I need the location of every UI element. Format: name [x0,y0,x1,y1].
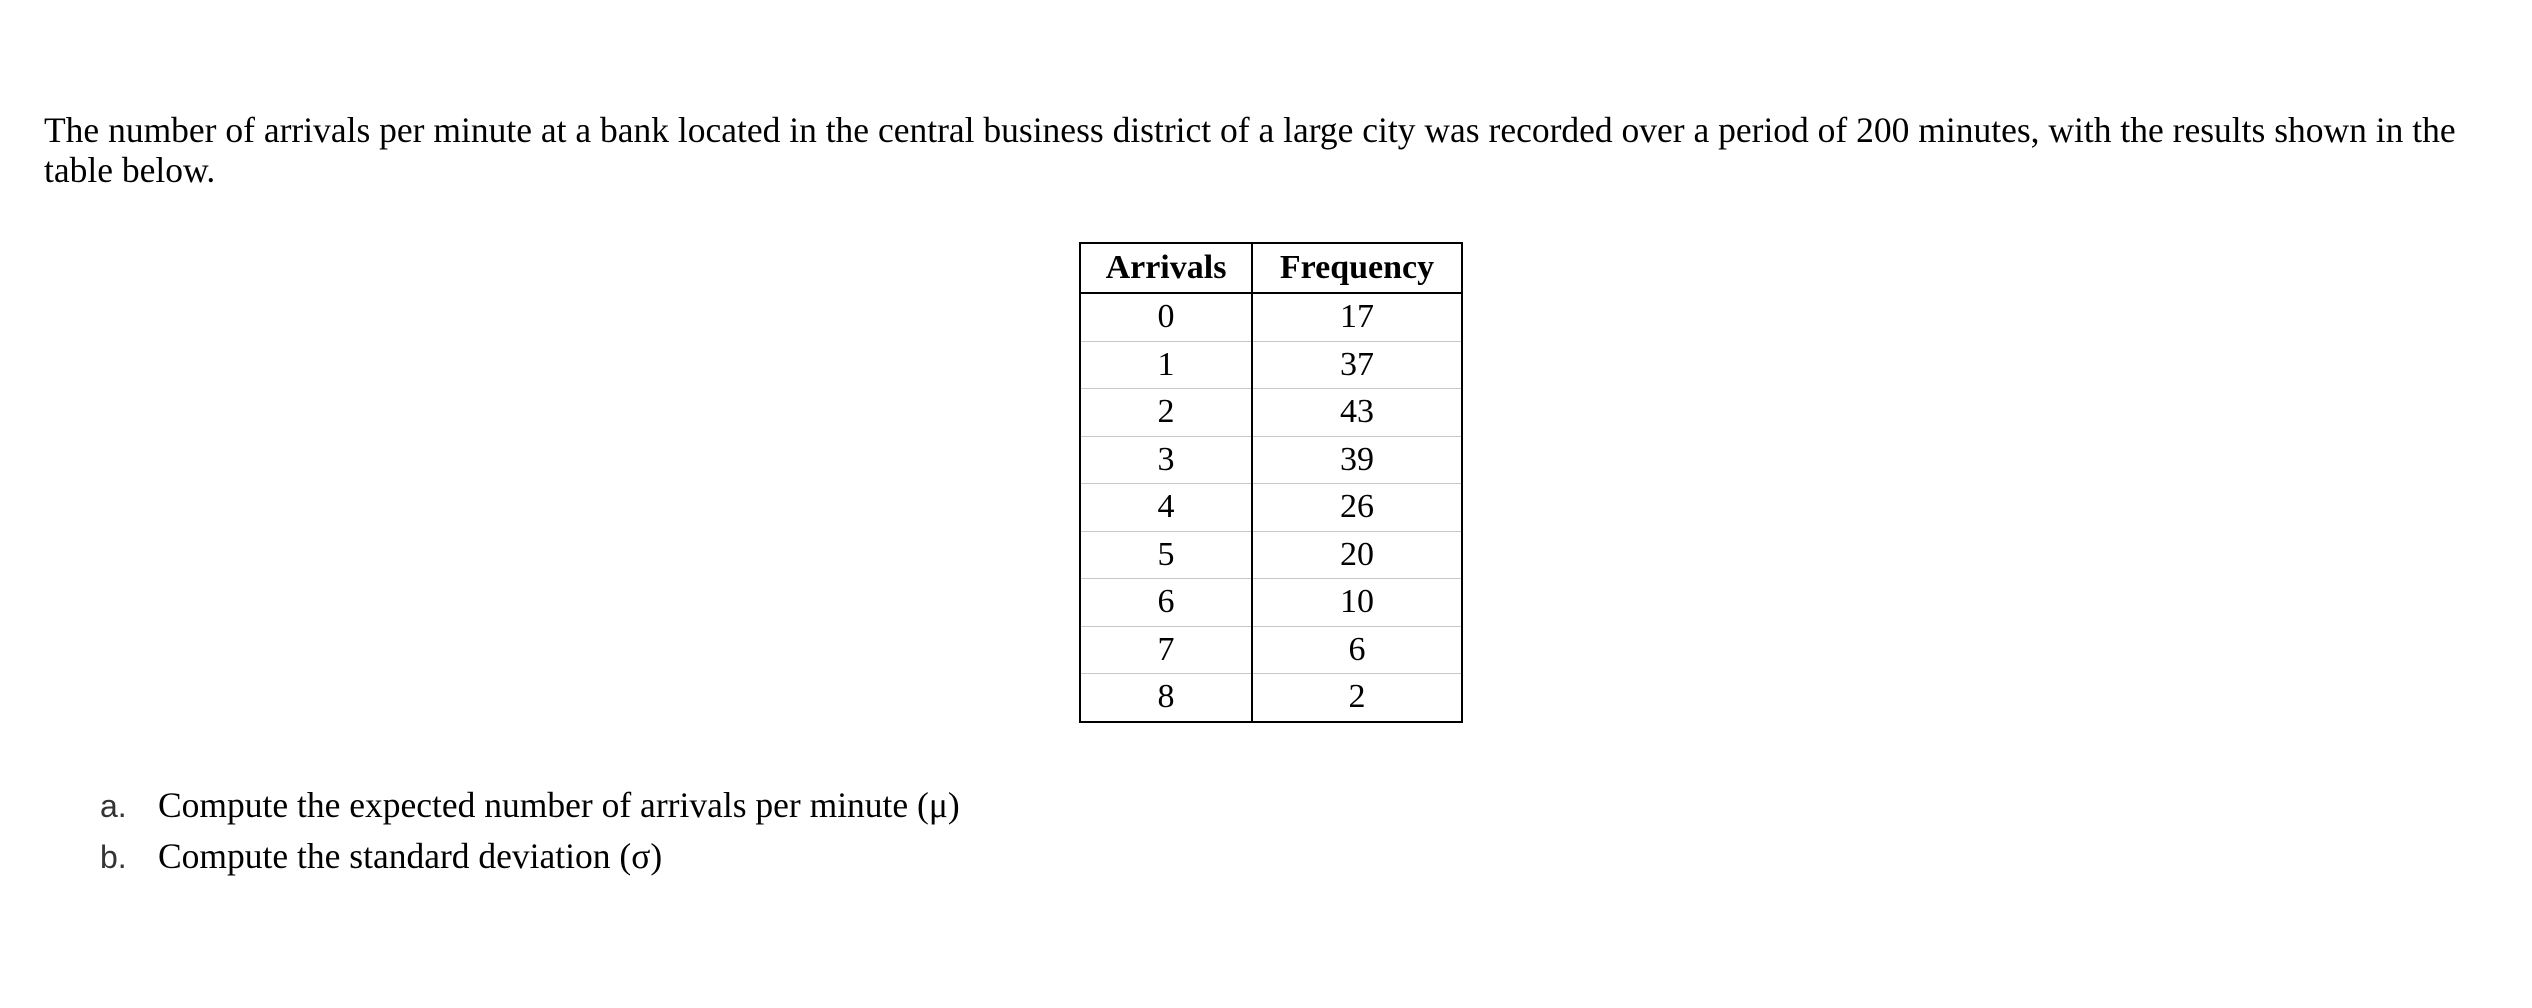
table-header-row [1081,244,1461,293]
arrivals-cell: 4 [1081,484,1252,532]
table-row [1081,389,1461,437]
table-row [1081,436,1461,484]
arrivals-cell: 1 [1081,341,1252,389]
frequency-cell: 20 [1252,531,1461,579]
frequency-cell: 39 [1252,436,1461,484]
header-arrivals: Arrivals [1081,244,1252,293]
arrivals-cell: 7 [1081,626,1252,674]
frequency-cell: 2 [1348,678,1366,716]
frequency-cell: 37 [1252,341,1461,389]
arrivals-cell: 5 [1081,531,1252,579]
frequency-cell: 26 [1252,484,1461,532]
question-marker: a. [100,788,127,824]
header-frequency: Frequency [1252,244,1461,293]
arrivals-cell: 2 [1081,389,1252,437]
frequency-cell: 43 [1252,389,1461,437]
question-item-a [100,780,960,831]
question-list [100,780,960,882]
frequency-cell: 10 [1252,579,1461,627]
frequency-cell: 6 [1252,626,1461,674]
table-row [1081,341,1461,389]
frequency-cell: 17 [1252,293,1461,341]
arrivals-cell: 3 [1081,436,1252,484]
table-row [1081,626,1461,674]
arrivals-cell: 0 [1081,293,1252,341]
question-text: Compute the expected number of arrivals per minute (μ) [158,785,960,825]
arrivals-cell: 8 [1081,674,1252,721]
table-row [1081,293,1461,341]
problem-intro: The number of arrivals per minute at a bank located in the central business district of a large city was recorded over a period of 200 minutes, with the results shown in the table below. [44,110,2456,190]
frequency-table [1081,244,1461,721]
question-marker: b. [100,839,127,875]
table-row [1081,531,1461,579]
table-row [1081,484,1461,532]
question-text: Compute the standard deviation (σ) [158,836,663,876]
arrivals-cell: 6 [1081,579,1252,627]
table-row [1081,674,1461,721]
table-row [1081,579,1461,627]
question-item-b [100,831,960,882]
